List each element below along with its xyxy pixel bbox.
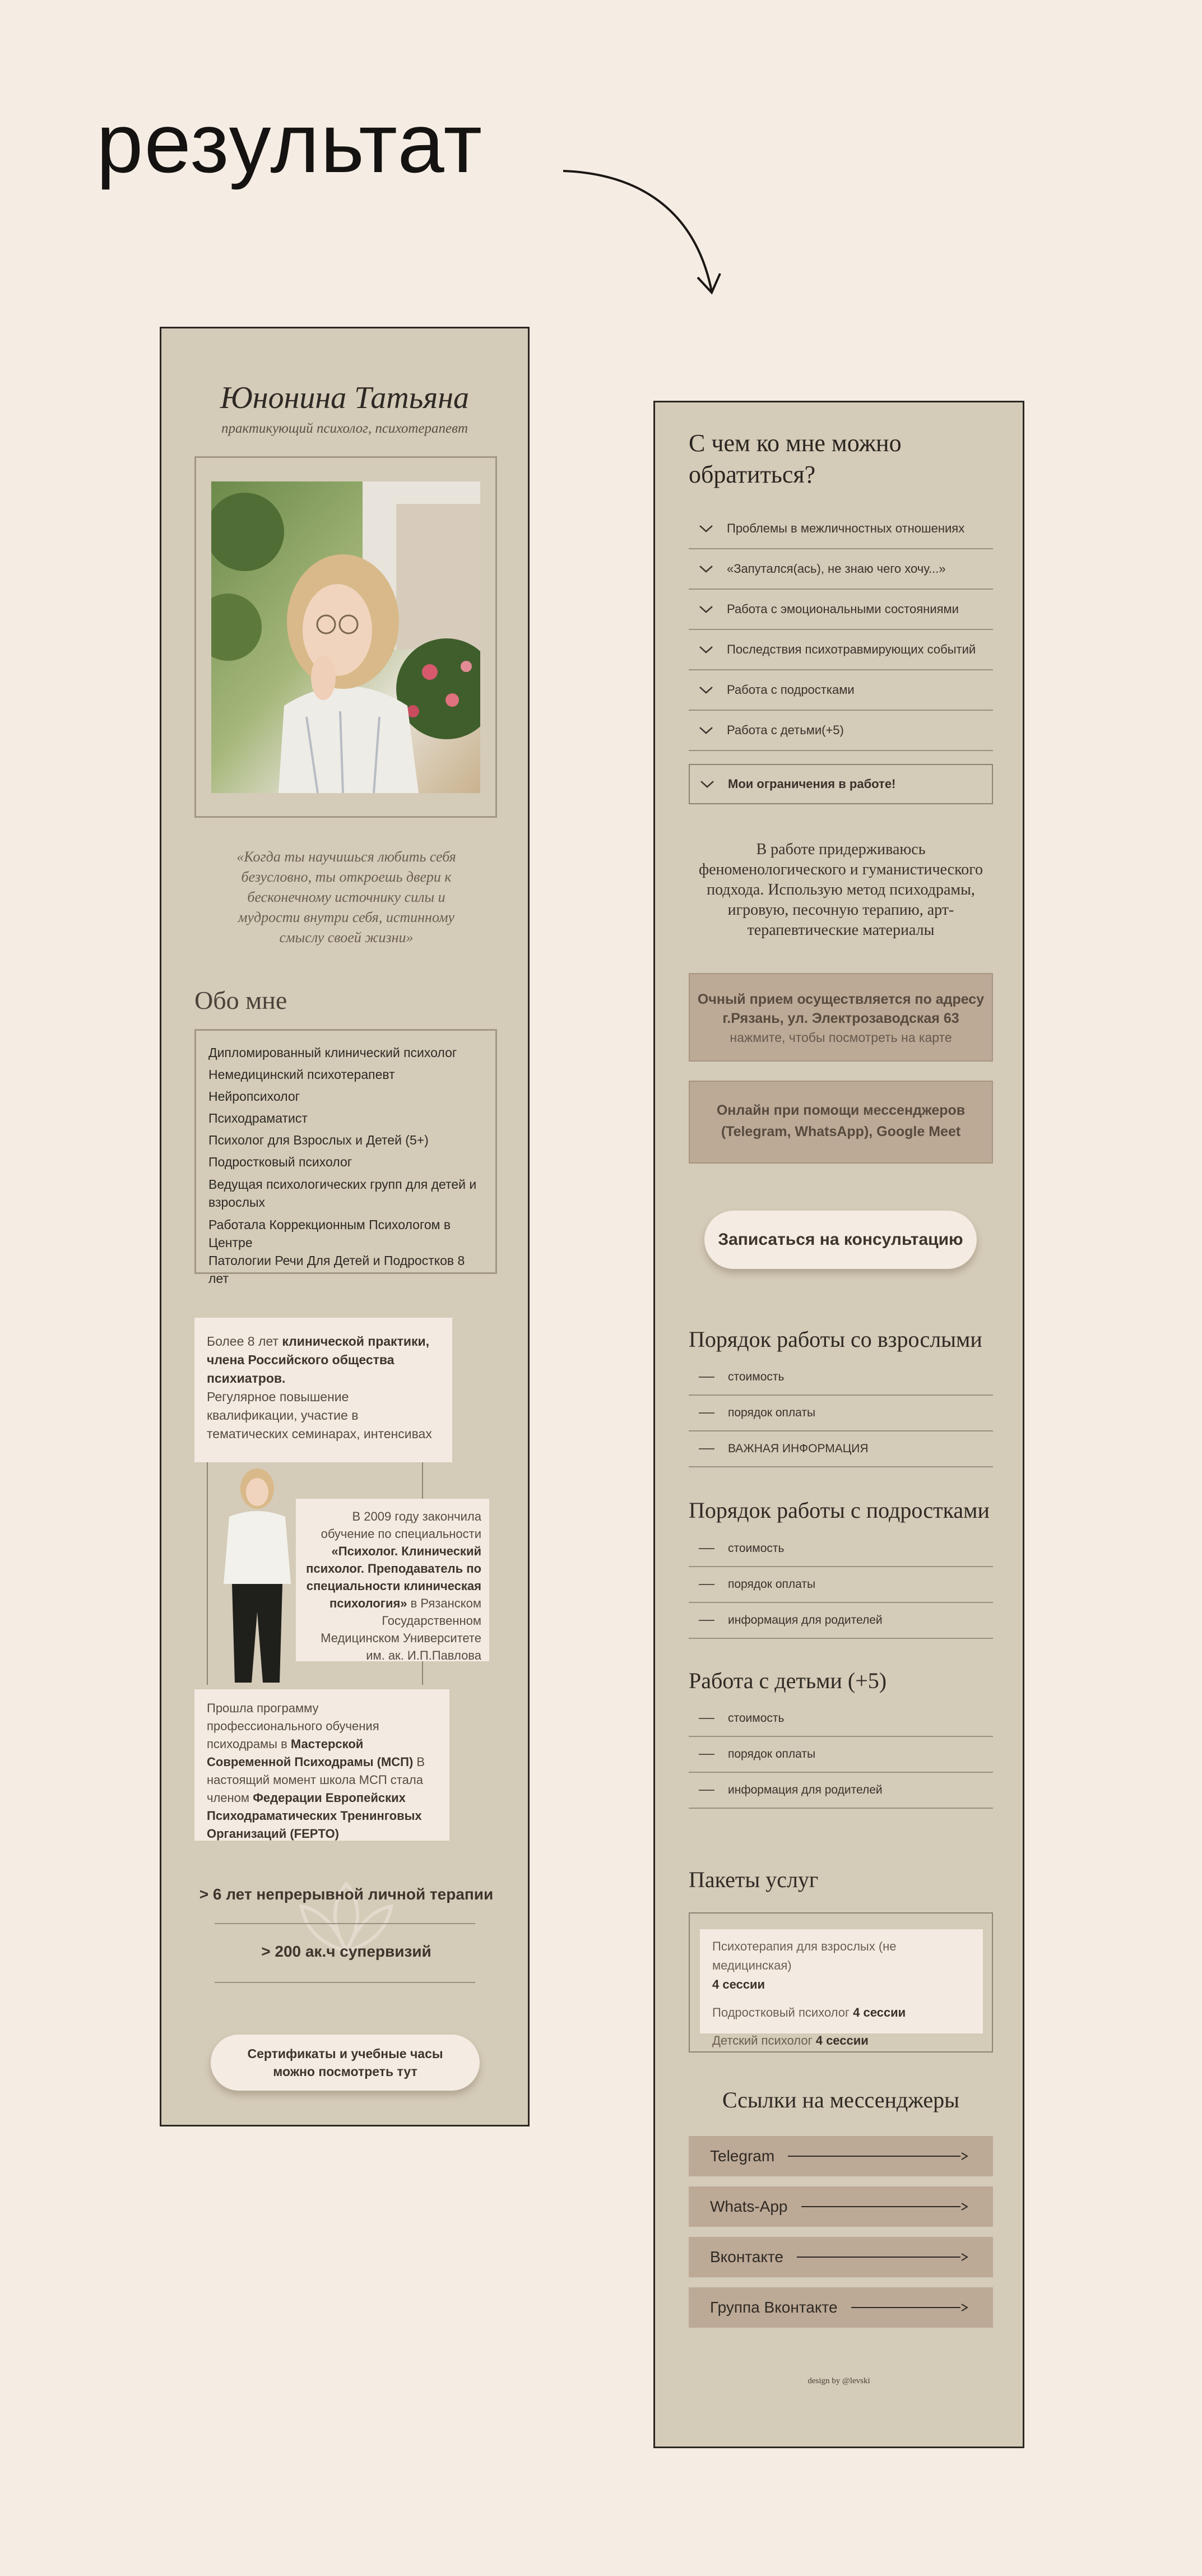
card-text-bold: Мастерской Современной Психодрамы (МСП) <box>207 1737 414 1769</box>
package-label: Детский психолог <box>712 2033 816 2047</box>
accordion-label: Работа с эмоциональными состояниями <box>727 602 959 616</box>
online-box: Онлайн при помощи мессенджеров (Telegram, WhatsApp), Google Meet <box>689 1081 993 1164</box>
accordion-label: Проблемы в межличностных отношениях <box>727 521 965 535</box>
offline-address-box[interactable] <box>689 973 993 1062</box>
help-title: С чем ко мне можно обратиться? <box>689 429 902 488</box>
about-title: Обо мне <box>194 986 287 1014</box>
supervision-stat: > 200 ак.ч супервизий <box>261 1943 431 1960</box>
adults-item[interactable] <box>689 1396 993 1431</box>
about-item: Психодраматист <box>208 1111 308 1125</box>
footer-credit: design by @levski <box>807 2376 870 2385</box>
dash-icon <box>699 1754 714 1755</box>
profile-screen <box>160 327 530 2126</box>
accordion-item[interactable] <box>689 630 993 670</box>
about-item: взрослых <box>208 1195 266 1210</box>
experience-card <box>194 1318 452 1462</box>
arrow-right-icon <box>788 2152 968 2160</box>
packages-card <box>700 1929 983 2047</box>
accordion-label: Последствия психотравмирующих событий <box>727 642 976 656</box>
teens-item[interactable] <box>689 1531 993 1567</box>
package-row <box>712 1937 971 1994</box>
chevron-down-icon <box>699 564 716 573</box>
packages-box <box>689 1912 993 2053</box>
about-item: Психолог для Взрослых и Детей (5+) <box>208 1133 429 1147</box>
package-row <box>712 2003 971 2022</box>
accordion-label: «Запутался(ась), не знаю чего хочу...» <box>727 562 946 576</box>
order-label: ВАЖНАЯ ИНФОРМАЦИЯ <box>728 1442 869 1455</box>
card-text-bold: клинической практики, члена Российского общества психиатров. <box>207 1334 430 1386</box>
accordion-label: Работа с детьми(+5) <box>727 723 844 737</box>
accordion-item[interactable] <box>689 590 993 630</box>
dash-icon <box>699 1448 714 1449</box>
adults-item[interactable] <box>689 1360 993 1396</box>
psychodrama-card <box>194 1689 449 1841</box>
vkontakte-group-link[interactable] <box>689 2287 993 2328</box>
certificates-button[interactable]: Сертификаты и учебные часы можно посмотреть тут <box>211 2035 480 2091</box>
dash-icon <box>699 1718 714 1719</box>
divider <box>215 1923 475 1924</box>
specialist-name: Юнонина Татьяна <box>220 381 469 415</box>
card-text-bold: «Психолог. Клинический психолог. Преподаватель по специальности клиническая психология» <box>306 1544 481 1610</box>
therapy-stat: > 6 лет непрерывной личной терапии <box>199 1885 494 1903</box>
package-label: Психотерапия для взрослых (не медицинская) <box>712 1939 897 1972</box>
chevron-down-icon <box>699 726 716 735</box>
card-text: В настоящий момент школа МСП стала членом <box>207 1755 425 1805</box>
divider <box>215 1982 475 1983</box>
accordion-item[interactable] <box>689 509 993 549</box>
teens-item[interactable] <box>689 1603 993 1639</box>
about-item: Патологии Речи Для Детей и Подростков 8 лет <box>208 1253 465 1286</box>
dash-icon <box>699 1377 714 1378</box>
arrow-right-icon <box>851 2304 968 2311</box>
card-text-bold: Федерации Европейских Психодраматических Тренинговых Организаций (FEPTO) <box>207 1791 422 1841</box>
card-text: В 2009 году закончила обучение по специальности <box>321 1509 481 1541</box>
packages-title: Пакеты услуг <box>689 1867 819 1892</box>
chevron-down-icon <box>699 685 716 694</box>
curved-arrow-icon <box>558 163 726 303</box>
links-title: Ссылки на мессенджеры <box>722 2087 960 2112</box>
order-label: стоимость <box>728 1542 785 1555</box>
telegram-link[interactable] <box>689 2136 993 2176</box>
order-label: порядок оплаты <box>728 1406 816 1419</box>
package-value: 4 сессии <box>712 1977 765 1991</box>
adults-item[interactable] <box>689 1431 993 1467</box>
adults-title: Порядок работы со взрослыми <box>689 1327 982 1352</box>
address-line: г.Рязань, ул. Электрозаводская 63 <box>722 1011 959 1026</box>
link-label: Telegram <box>710 2147 775 2165</box>
about-item: Подростковый психолог <box>208 1155 352 1169</box>
vkontakte-link[interactable] <box>689 2237 993 2277</box>
limits-accordion[interactable] <box>689 764 993 804</box>
services-screen <box>653 401 1024 2448</box>
link-label: Вконтакте <box>710 2248 784 2265</box>
chevron-down-icon <box>699 605 716 614</box>
method-text: В работе придерживаюсь феноменологического и гуманистического подхода. Использую метод психодрамы, игровую, песочную терапию, арт-терапевтические материалы <box>698 841 983 939</box>
about-item: Дипломированный клинический психолог <box>208 1045 457 1060</box>
map-hint: нажмите, чтобы посмотреть на карте <box>730 1030 952 1045</box>
package-label: Подростковый психолог <box>712 2005 853 2019</box>
book-consultation-button[interactable]: Записаться на консультацию <box>704 1211 977 1269</box>
order-label: порядок оплаты <box>728 1578 816 1591</box>
address-line: Очный прием осуществляется по адресу <box>697 992 985 1007</box>
accordion-item[interactable] <box>689 711 993 751</box>
teens-item[interactable] <box>689 1567 993 1603</box>
order-label: стоимость <box>728 1712 785 1725</box>
order-label: информация для родителей <box>728 1783 883 1796</box>
specialist-subtitle: практикующий психолог, психотерапевт <box>221 421 468 436</box>
chevron-down-icon <box>700 780 717 789</box>
kids-item[interactable] <box>689 1773 993 1809</box>
hero-title: результат <box>96 96 484 190</box>
dash-icon <box>699 1548 714 1549</box>
package-row <box>712 2031 971 2050</box>
dash-icon <box>699 1584 714 1585</box>
whatsapp-link[interactable] <box>689 2186 993 2227</box>
link-label: Whats-App <box>710 2198 788 2215</box>
package-value: 4 сессии <box>815 2033 869 2047</box>
card-text: Более 8 лет <box>207 1334 282 1349</box>
arrow-right-icon <box>801 2203 969 2211</box>
chevron-down-icon <box>699 645 716 654</box>
standing-photo <box>215 1466 299 1683</box>
card-text: Прошла программу профессионального обучения психодрамы в <box>207 1701 379 1751</box>
about-item: Немедицинский психотерапевт <box>208 1067 395 1082</box>
about-list <box>194 1029 497 1286</box>
education-card <box>296 1499 489 1661</box>
kids-title: Работа с детьми (+5) <box>689 1668 887 1693</box>
package-value: 4 сессии <box>853 2005 906 2019</box>
accordion-item[interactable] <box>689 549 993 590</box>
about-item: Работала Коррекционным Психологом в Центре <box>208 1217 451 1250</box>
about-item: Нейропсихолог <box>208 1089 300 1104</box>
order-label: порядок оплаты <box>728 1748 816 1760</box>
order-label: стоимость <box>728 1370 785 1383</box>
chevron-down-icon <box>699 524 716 533</box>
teens-title: Порядок работы с подростками <box>689 1498 990 1523</box>
dash-icon <box>699 1412 714 1414</box>
kids-item[interactable] <box>689 1701 993 1737</box>
dash-icon <box>699 1620 714 1621</box>
photo-frame <box>194 456 497 818</box>
arrow-right-icon <box>797 2253 968 2261</box>
timeline-line <box>207 1444 208 1685</box>
order-label: информация для родителей <box>728 1614 883 1627</box>
card-text: в Рязанском Государственном Медицинском Университете им. ак. И.П.Павлова <box>321 1596 481 1662</box>
about-item: Ведущая психологических групп для детей и <box>208 1177 477 1192</box>
card-text: Регулярное повышение квалификации, участие в тематических семинарах, интенсивах <box>207 1389 432 1441</box>
accordion-label: Работа с подростками <box>727 683 855 697</box>
kids-item[interactable] <box>689 1737 993 1773</box>
accordion-label: Мои ограничения в работе! <box>728 777 896 791</box>
portrait-photo <box>211 481 480 793</box>
accordion-item[interactable] <box>689 670 993 711</box>
link-label: Группа Вконтакте <box>710 2299 838 2316</box>
quote: «Когда ты научишься любить себя безусловно, ты откроешь двери к бесконечному источнику силы и мудрости внутри себя, истинному смыслу своей жизни» <box>236 849 456 946</box>
dash-icon <box>699 1790 714 1791</box>
